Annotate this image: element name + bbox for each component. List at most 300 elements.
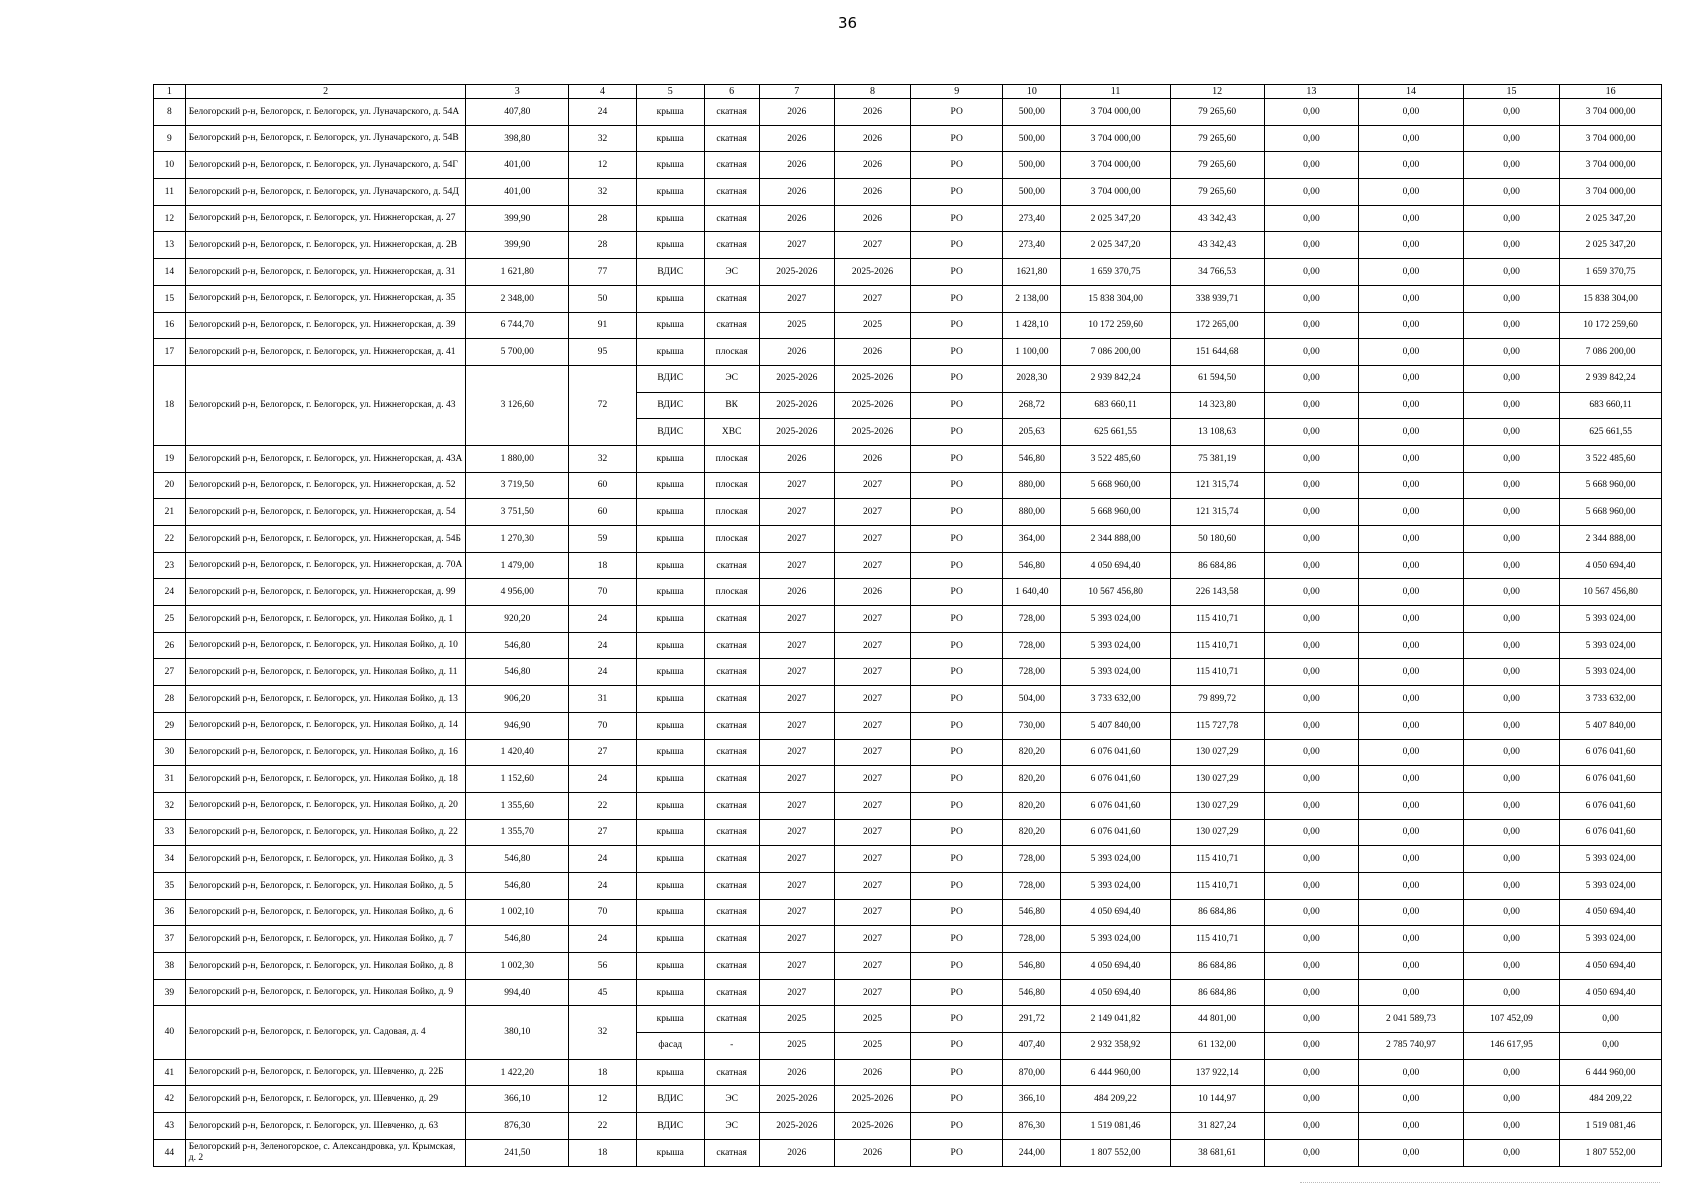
work-cell: РО bbox=[911, 499, 1003, 526]
column-header: 5 bbox=[636, 85, 704, 99]
work-cell: 2025 bbox=[834, 312, 910, 339]
work-cell: 0,00 bbox=[1463, 1139, 1559, 1166]
work-cell: 0,00 bbox=[1359, 872, 1464, 899]
work-cell: 2027 bbox=[834, 606, 910, 633]
work-cell: 7 086 200,00 bbox=[1560, 339, 1662, 366]
residents-cell: 22 bbox=[569, 792, 637, 819]
work-cell: 546,80 bbox=[1003, 552, 1061, 579]
work-cell: 0,00 bbox=[1463, 606, 1559, 633]
row-number: 29 bbox=[154, 712, 186, 739]
work-cell: 820,20 bbox=[1003, 739, 1061, 766]
work-cell: ЭС bbox=[704, 259, 759, 286]
work-cell: фасад bbox=[636, 1033, 704, 1060]
work-cell: 43 342,43 bbox=[1170, 232, 1264, 259]
work-cell: 4 050 694,40 bbox=[1560, 552, 1662, 579]
work-cell: 2026 bbox=[834, 445, 910, 472]
work-cell: 0,00 bbox=[1463, 712, 1559, 739]
work-cell: 43 342,43 bbox=[1170, 205, 1264, 232]
column-header: 4 bbox=[569, 85, 637, 99]
work-cell: 5 668 960,00 bbox=[1560, 472, 1662, 499]
work-cell: 0,00 bbox=[1264, 552, 1358, 579]
residents-cell: 24 bbox=[569, 766, 637, 793]
work-cell: 5 393 024,00 bbox=[1061, 872, 1170, 899]
work-cell: РО bbox=[911, 686, 1003, 713]
work-cell: 2025-2026 bbox=[834, 365, 910, 392]
work-cell: 0,00 bbox=[1359, 179, 1464, 206]
table-row bbox=[154, 953, 1662, 980]
residents-cell: 32 bbox=[569, 125, 637, 152]
work-cell: 61 594,50 bbox=[1170, 365, 1264, 392]
work-cell: 2027 bbox=[834, 472, 910, 499]
work-cell: РО bbox=[911, 339, 1003, 366]
work-cell: РО bbox=[911, 392, 1003, 419]
area-cell: 1 355,60 bbox=[466, 792, 569, 819]
work-cell: 2025 bbox=[759, 1006, 834, 1033]
work-cell: 5 393 024,00 bbox=[1560, 632, 1662, 659]
work-cell: 273,40 bbox=[1003, 205, 1061, 232]
address-cell: Белогорский р-н, Белогорск, г. Белогорск, ул. Луначарского, д. 54Г bbox=[185, 152, 466, 179]
work-cell: крыша bbox=[636, 205, 704, 232]
work-cell: 0,00 bbox=[1463, 819, 1559, 846]
address-cell: Белогорский р-н, Белогорск, г. Белогорск, ул. Николая Бойко, д. 16 bbox=[185, 739, 466, 766]
work-cell: скатная bbox=[704, 179, 759, 206]
work-cell: 2027 bbox=[759, 285, 834, 312]
work-cell: крыша bbox=[636, 766, 704, 793]
work-cell: 5 407 840,00 bbox=[1560, 712, 1662, 739]
work-cell: 6 076 041,60 bbox=[1560, 739, 1662, 766]
row-number: 26 bbox=[154, 632, 186, 659]
work-cell: 728,00 bbox=[1003, 846, 1061, 873]
work-cell: 5 407 840,00 bbox=[1061, 712, 1170, 739]
work-cell: плоская bbox=[704, 339, 759, 366]
address-cell: Белогорский р-н, Белогорск, г. Белогорск, ул. Нижнегорская, д. 27 bbox=[185, 205, 466, 232]
work-cell: 0,00 bbox=[1264, 899, 1358, 926]
row-number: 35 bbox=[154, 872, 186, 899]
work-cell: плоская bbox=[704, 526, 759, 553]
work-cell: 2 932 358,92 bbox=[1061, 1033, 1170, 1060]
work-cell: 728,00 bbox=[1003, 632, 1061, 659]
work-cell: 6 076 041,60 bbox=[1560, 819, 1662, 846]
area-cell: 546,80 bbox=[466, 926, 569, 953]
residents-cell: 72 bbox=[569, 365, 637, 445]
row-number: 16 bbox=[154, 312, 186, 339]
work-cell: 4 050 694,40 bbox=[1061, 552, 1170, 579]
address-cell: Белогорский р-н, Белогорск, г. Белогорск, ул. Шевченко, д. 29 bbox=[185, 1086, 466, 1113]
work-cell: 5 393 024,00 bbox=[1061, 926, 1170, 953]
work-cell: 820,20 bbox=[1003, 792, 1061, 819]
work-cell: скатная bbox=[704, 152, 759, 179]
area-cell: 401,00 bbox=[466, 152, 569, 179]
work-cell: 2026 bbox=[759, 125, 834, 152]
work-cell: 7 086 200,00 bbox=[1061, 339, 1170, 366]
row-number: 43 bbox=[154, 1113, 186, 1140]
work-cell: скатная bbox=[704, 1059, 759, 1086]
address-cell: Белогорский р-н, Белогорск, г. Белогорск, ул. Нижнегорская, д. 31 bbox=[185, 259, 466, 286]
work-cell: крыша bbox=[636, 1139, 704, 1166]
work-cell: 546,80 bbox=[1003, 899, 1061, 926]
work-cell: ЭС bbox=[704, 1086, 759, 1113]
area-cell: 546,80 bbox=[466, 846, 569, 873]
address-cell: Белогорский р-н, Белогорск, г. Белогорск, ул. Николая Бойко, д. 20 bbox=[185, 792, 466, 819]
address-cell: Белогорский р-н, Белогорск, г. Белогорск, ул. Николая Бойко, д. 11 bbox=[185, 659, 466, 686]
table-row bbox=[154, 632, 1662, 659]
column-header: 16 bbox=[1560, 85, 1662, 99]
work-cell: 121 315,74 bbox=[1170, 472, 1264, 499]
work-cell: крыша bbox=[636, 99, 704, 126]
work-cell: РО bbox=[911, 846, 1003, 873]
work-cell: скатная bbox=[704, 205, 759, 232]
address-cell: Белогорский р-н, Белогорск, г. Белогорск, ул. Нижнегорская, д. 35 bbox=[185, 285, 466, 312]
work-cell: скатная bbox=[704, 766, 759, 793]
work-cell: 6 076 041,60 bbox=[1061, 739, 1170, 766]
address-cell: Белогорский р-н, Белогорск, г. Белогорск, ул. Нижнегорская, д. 39 bbox=[185, 312, 466, 339]
work-cell: 2 149 041,82 bbox=[1061, 1006, 1170, 1033]
work-cell: ХВС bbox=[704, 419, 759, 446]
work-cell: скатная bbox=[704, 819, 759, 846]
area-cell: 994,40 bbox=[466, 979, 569, 1006]
work-cell: РО bbox=[911, 1006, 1003, 1033]
work-cell: 2027 bbox=[834, 819, 910, 846]
work-cell: скатная bbox=[704, 125, 759, 152]
work-cell: 4 050 694,40 bbox=[1061, 979, 1170, 1006]
work-cell: 0,00 bbox=[1463, 552, 1559, 579]
work-cell: РО bbox=[911, 1139, 1003, 1166]
capital-repair-table bbox=[153, 84, 1662, 1167]
work-cell: крыша bbox=[636, 899, 704, 926]
work-cell: 0,00 bbox=[1463, 445, 1559, 472]
work-cell: 820,20 bbox=[1003, 766, 1061, 793]
work-cell: 0,00 bbox=[1359, 285, 1464, 312]
work-cell: скатная bbox=[704, 899, 759, 926]
work-cell: 0,00 bbox=[1264, 179, 1358, 206]
work-cell: 5 668 960,00 bbox=[1061, 472, 1170, 499]
work-cell: 2027 bbox=[834, 766, 910, 793]
residents-cell: 95 bbox=[569, 339, 637, 366]
work-cell: 2027 bbox=[834, 712, 910, 739]
area-cell: 1 002,10 bbox=[466, 899, 569, 926]
work-cell: 0,00 bbox=[1264, 365, 1358, 392]
residents-cell: 24 bbox=[569, 99, 637, 126]
work-cell: 407,40 bbox=[1003, 1033, 1061, 1060]
work-cell: 0,00 bbox=[1463, 579, 1559, 606]
work-cell: 2 041 589,73 bbox=[1359, 1006, 1464, 1033]
work-cell: 0,00 bbox=[1264, 792, 1358, 819]
work-cell: 2027 bbox=[834, 846, 910, 873]
residents-cell: 31 bbox=[569, 686, 637, 713]
work-cell: 0,00 bbox=[1264, 259, 1358, 286]
work-cell: 546,80 bbox=[1003, 445, 1061, 472]
work-cell: 876,30 bbox=[1003, 1113, 1061, 1140]
row-number: 8 bbox=[154, 99, 186, 126]
work-cell: 625 661,55 bbox=[1560, 419, 1662, 446]
work-cell: крыша bbox=[636, 846, 704, 873]
work-cell: крыша bbox=[636, 339, 704, 366]
work-cell: 2 138,00 bbox=[1003, 285, 1061, 312]
work-cell: РО bbox=[911, 1086, 1003, 1113]
work-cell: 0,00 bbox=[1359, 472, 1464, 499]
work-cell: 500,00 bbox=[1003, 179, 1061, 206]
work-cell: 6 076 041,60 bbox=[1560, 792, 1662, 819]
row-number: 28 bbox=[154, 686, 186, 713]
work-cell: 484 209,22 bbox=[1061, 1086, 1170, 1113]
area-cell: 546,80 bbox=[466, 659, 569, 686]
work-cell: 0,00 bbox=[1264, 1113, 1358, 1140]
work-cell: скатная bbox=[704, 232, 759, 259]
row-number: 19 bbox=[154, 445, 186, 472]
work-cell: 0,00 bbox=[1359, 526, 1464, 553]
work-cell: крыша bbox=[636, 499, 704, 526]
work-cell: 338 939,71 bbox=[1170, 285, 1264, 312]
work-cell: 2027 bbox=[834, 552, 910, 579]
work-cell: 0,00 bbox=[1359, 819, 1464, 846]
area-cell: 3 126,60 bbox=[466, 365, 569, 445]
work-cell: 5 393 024,00 bbox=[1560, 926, 1662, 953]
work-cell: РО bbox=[911, 926, 1003, 953]
column-header: 15 bbox=[1463, 85, 1559, 99]
work-cell: 0,00 bbox=[1359, 312, 1464, 339]
work-cell: 625 661,55 bbox=[1061, 419, 1170, 446]
work-cell: 2027 bbox=[759, 659, 834, 686]
work-cell: 5 393 024,00 bbox=[1560, 872, 1662, 899]
work-cell: 268,72 bbox=[1003, 392, 1061, 419]
work-cell: РО bbox=[911, 872, 1003, 899]
work-cell: 0,00 bbox=[1359, 1059, 1464, 1086]
work-cell: 2 939 842,24 bbox=[1560, 365, 1662, 392]
work-cell: 1 519 081,46 bbox=[1560, 1113, 1662, 1140]
work-cell: 115 727,78 bbox=[1170, 712, 1264, 739]
work-cell: скатная bbox=[704, 792, 759, 819]
work-cell: 0,00 bbox=[1264, 232, 1358, 259]
table-row bbox=[154, 606, 1662, 633]
work-cell: ВДИС bbox=[636, 1113, 704, 1140]
column-header: 11 bbox=[1061, 85, 1170, 99]
work-cell: 5 393 024,00 bbox=[1061, 846, 1170, 873]
work-cell: 0,00 bbox=[1264, 1033, 1358, 1060]
work-cell: крыша bbox=[636, 526, 704, 553]
row-number: 18 bbox=[154, 365, 186, 445]
work-cell: 0,00 bbox=[1463, 259, 1559, 286]
table-row bbox=[154, 1139, 1662, 1166]
row-number: 21 bbox=[154, 499, 186, 526]
work-cell: 0,00 bbox=[1359, 659, 1464, 686]
work-cell: РО bbox=[911, 632, 1003, 659]
work-cell: РО bbox=[911, 659, 1003, 686]
work-cell: 2027 bbox=[834, 979, 910, 1006]
work-cell: крыша bbox=[636, 552, 704, 579]
work-cell: 0,00 bbox=[1359, 1139, 1464, 1166]
work-cell: 728,00 bbox=[1003, 872, 1061, 899]
work-cell: 0,00 bbox=[1264, 312, 1358, 339]
work-cell: 10 567 456,80 bbox=[1560, 579, 1662, 606]
column-header: 12 bbox=[1170, 85, 1264, 99]
work-cell: 31 827,24 bbox=[1170, 1113, 1264, 1140]
work-cell: плоская bbox=[704, 472, 759, 499]
work-cell: 2027 bbox=[834, 792, 910, 819]
work-cell: 820,20 bbox=[1003, 819, 1061, 846]
work-cell: 0,00 bbox=[1264, 712, 1358, 739]
work-cell: 0,00 bbox=[1359, 739, 1464, 766]
work-cell: 2025-2026 bbox=[759, 419, 834, 446]
work-cell: 728,00 bbox=[1003, 606, 1061, 633]
work-cell: 0,00 bbox=[1264, 445, 1358, 472]
work-cell: 115 410,71 bbox=[1170, 846, 1264, 873]
table-row bbox=[154, 125, 1662, 152]
work-cell: 2 025 347,20 bbox=[1560, 232, 1662, 259]
work-cell: 79 265,60 bbox=[1170, 99, 1264, 126]
work-cell: 3 704 000,00 bbox=[1061, 152, 1170, 179]
address-cell: Белогорский р-н, Белогорск, г. Белогорск, ул. Шевченко, д. 63 bbox=[185, 1113, 466, 1140]
work-cell: крыша bbox=[636, 739, 704, 766]
residents-cell: 32 bbox=[569, 179, 637, 206]
work-cell: 2027 bbox=[759, 819, 834, 846]
area-cell: 366,10 bbox=[466, 1086, 569, 1113]
row-number: 42 bbox=[154, 1086, 186, 1113]
work-cell: 546,80 bbox=[1003, 953, 1061, 980]
work-cell: 0,00 bbox=[1264, 766, 1358, 793]
work-cell: 3 704 000,00 bbox=[1560, 152, 1662, 179]
work-cell: 0,00 bbox=[1463, 926, 1559, 953]
table-row bbox=[154, 792, 1662, 819]
work-cell: 2 939 842,24 bbox=[1061, 365, 1170, 392]
work-cell: 1 659 370,75 bbox=[1061, 259, 1170, 286]
work-cell: 2027 bbox=[834, 632, 910, 659]
work-cell: 5 393 024,00 bbox=[1560, 659, 1662, 686]
work-cell: скатная bbox=[704, 953, 759, 980]
work-cell: 2025-2026 bbox=[759, 365, 834, 392]
work-cell: 130 027,29 bbox=[1170, 739, 1264, 766]
address-cell: Белогорский р-н, Белогорск, г. Белогорск, ул. Нижнегорская, д. 41 bbox=[185, 339, 466, 366]
work-cell: 0,00 bbox=[1359, 552, 1464, 579]
work-cell: 0,00 bbox=[1463, 339, 1559, 366]
row-number: 44 bbox=[154, 1139, 186, 1166]
work-cell: 130 027,29 bbox=[1170, 792, 1264, 819]
work-cell: РО bbox=[911, 526, 1003, 553]
table-row bbox=[154, 739, 1662, 766]
residents-cell: 59 bbox=[569, 526, 637, 553]
area-cell: 546,80 bbox=[466, 872, 569, 899]
column-header: 6 bbox=[704, 85, 759, 99]
address-cell: Белогорский р-н, Белогорск, г. Белогорск, ул. Николая Бойко, д. 6 bbox=[185, 899, 466, 926]
work-cell: 2 344 888,00 bbox=[1061, 526, 1170, 553]
work-cell: 79 265,60 bbox=[1170, 125, 1264, 152]
work-cell: 2026 bbox=[759, 1139, 834, 1166]
work-cell: РО bbox=[911, 1113, 1003, 1140]
row-number: 38 bbox=[154, 953, 186, 980]
work-cell: 500,00 bbox=[1003, 99, 1061, 126]
work-cell: 205,63 bbox=[1003, 419, 1061, 446]
work-cell: 2027 bbox=[834, 872, 910, 899]
row-number: 15 bbox=[154, 285, 186, 312]
work-cell: 0,00 bbox=[1359, 125, 1464, 152]
work-cell: 151 644,68 bbox=[1170, 339, 1264, 366]
work-cell: 2027 bbox=[834, 659, 910, 686]
work-cell: 1 640,40 bbox=[1003, 579, 1061, 606]
work-cell: 0,00 bbox=[1264, 606, 1358, 633]
work-cell: 2 025 347,20 bbox=[1061, 205, 1170, 232]
work-cell: крыша bbox=[636, 872, 704, 899]
work-cell: 2027 bbox=[759, 232, 834, 259]
work-cell: 4 050 694,40 bbox=[1560, 953, 1662, 980]
work-cell: 10 567 456,80 bbox=[1061, 579, 1170, 606]
work-cell: 0,00 bbox=[1359, 152, 1464, 179]
table-row bbox=[154, 899, 1662, 926]
address-cell: Белогорский р-н, Белогорск, г. Белогорск, ул. Шевченко, д. 22Б bbox=[185, 1059, 466, 1086]
work-cell: крыша bbox=[636, 125, 704, 152]
work-cell: 0,00 bbox=[1463, 152, 1559, 179]
work-cell: 4 050 694,40 bbox=[1061, 953, 1170, 980]
column-header: 14 bbox=[1359, 85, 1464, 99]
work-cell: 2026 bbox=[759, 579, 834, 606]
row-number: 30 bbox=[154, 739, 186, 766]
residents-cell: 32 bbox=[569, 445, 637, 472]
work-cell: ВДИС bbox=[636, 365, 704, 392]
work-cell: 0,00 bbox=[1359, 232, 1464, 259]
work-cell: 0,00 bbox=[1359, 792, 1464, 819]
table-row bbox=[154, 205, 1662, 232]
address-cell: Белогорский р-н, Белогорск, г. Белогорск, ул. Нижнегорская, д. 54 bbox=[185, 499, 466, 526]
work-cell: скатная bbox=[704, 872, 759, 899]
address-cell: Белогорский р-н, Белогорск, г. Белогорск, ул. Николая Бойко, д. 7 bbox=[185, 926, 466, 953]
work-cell: 0,00 bbox=[1264, 1139, 1358, 1166]
work-cell: 2025-2026 bbox=[834, 392, 910, 419]
row-number: 40 bbox=[154, 1006, 186, 1059]
residents-cell: 22 bbox=[569, 1113, 637, 1140]
work-cell: 6 076 041,60 bbox=[1061, 766, 1170, 793]
work-cell: 6 444 960,00 bbox=[1560, 1059, 1662, 1086]
row-number: 13 bbox=[154, 232, 186, 259]
page-number: 36 bbox=[837, 14, 858, 32]
row-number: 41 bbox=[154, 1059, 186, 1086]
table-row bbox=[154, 526, 1662, 553]
work-cell: 2027 bbox=[759, 846, 834, 873]
table-row bbox=[154, 659, 1662, 686]
work-cell: 2026 bbox=[759, 1059, 834, 1086]
work-cell: 38 681,61 bbox=[1170, 1139, 1264, 1166]
residents-cell: 32 bbox=[569, 1006, 637, 1059]
work-cell: 3 704 000,00 bbox=[1560, 179, 1662, 206]
work-cell: 683 660,11 bbox=[1560, 392, 1662, 419]
area-cell: 1 420,40 bbox=[466, 739, 569, 766]
work-cell: 0,00 bbox=[1359, 766, 1464, 793]
work-cell: крыша bbox=[636, 953, 704, 980]
address-cell: Белогорский р-н, Белогорск, г. Белогорск, ул. Николая Бойко, д. 3 bbox=[185, 846, 466, 873]
work-cell: 6 076 041,60 bbox=[1061, 819, 1170, 846]
work-cell: 1 807 552,00 bbox=[1061, 1139, 1170, 1166]
work-cell: 0,00 bbox=[1463, 872, 1559, 899]
row-number: 34 bbox=[154, 846, 186, 873]
work-cell: 2027 bbox=[834, 926, 910, 953]
work-cell: РО bbox=[911, 152, 1003, 179]
work-cell: 291,72 bbox=[1003, 1006, 1061, 1033]
work-cell: 2025-2026 bbox=[759, 259, 834, 286]
work-cell: РО bbox=[911, 99, 1003, 126]
work-cell: крыша bbox=[636, 285, 704, 312]
work-cell: 2026 bbox=[834, 579, 910, 606]
work-cell: 15 838 304,00 bbox=[1061, 285, 1170, 312]
table-row bbox=[154, 232, 1662, 259]
work-cell: скатная bbox=[704, 979, 759, 1006]
work-cell: 2026 bbox=[834, 1059, 910, 1086]
work-cell: крыша bbox=[636, 792, 704, 819]
work-cell: 2027 bbox=[834, 739, 910, 766]
work-cell: крыша bbox=[636, 179, 704, 206]
work-cell: 2025-2026 bbox=[759, 392, 834, 419]
work-cell: 2026 bbox=[759, 205, 834, 232]
work-cell: 0,00 bbox=[1264, 125, 1358, 152]
work-cell: 0,00 bbox=[1359, 99, 1464, 126]
row-number: 32 bbox=[154, 792, 186, 819]
work-cell: 0,00 bbox=[1359, 632, 1464, 659]
